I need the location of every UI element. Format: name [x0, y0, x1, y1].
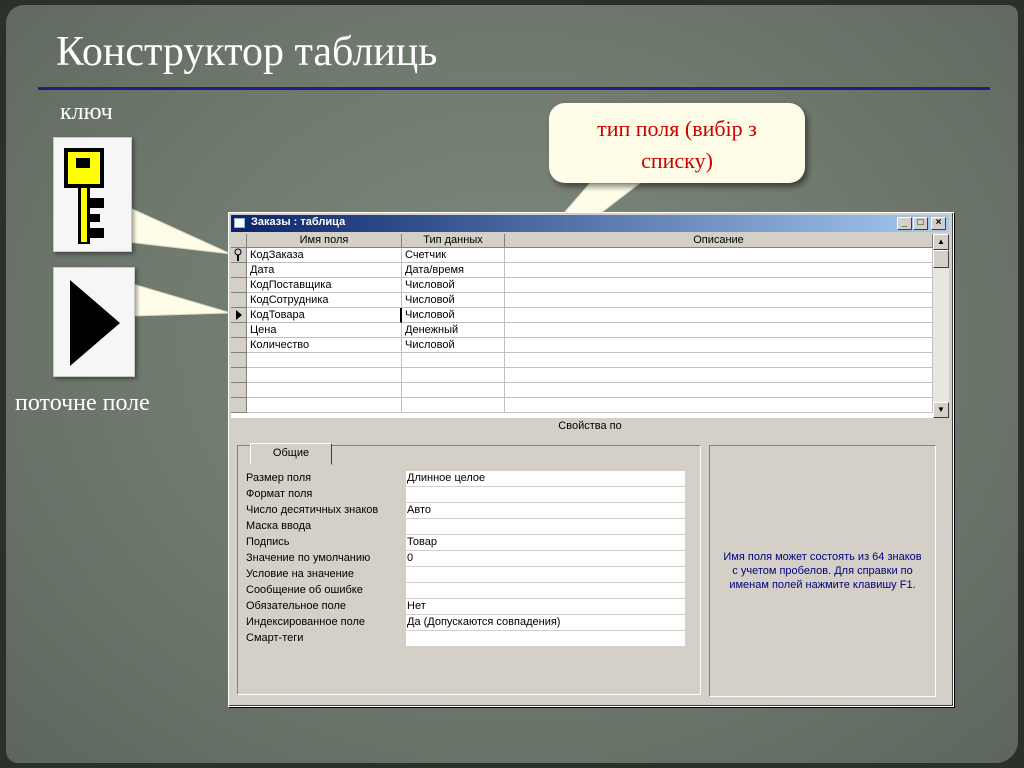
data-type-cell[interactable]: Числовой — [402, 293, 505, 308]
property-value-field[interactable]: Товар — [406, 535, 685, 550]
current-row-icon-box — [53, 267, 135, 377]
maximize-button[interactable]: □ — [913, 217, 928, 230]
field-name-cell[interactable] — [247, 368, 402, 383]
field-type-callout-line2: списку) — [641, 148, 713, 173]
description-cell[interactable] — [505, 338, 933, 353]
row-selector[interactable] — [231, 398, 247, 413]
row-selector[interactable] — [231, 323, 247, 338]
data-type-cell[interactable]: Числовой — [402, 338, 505, 353]
data-type-cell[interactable] — [402, 353, 505, 368]
property-value-field[interactable] — [406, 583, 685, 598]
property-label: Индексированное поле — [246, 616, 365, 628]
grid-corner — [231, 234, 247, 248]
data-type-cell[interactable]: Денежный — [402, 323, 505, 338]
description-cell[interactable] — [505, 293, 933, 308]
hint-line-3: именам полей нажмите клавишу F1. — [729, 579, 916, 591]
property-label: Обязательное поле — [246, 600, 347, 612]
field-name-cell[interactable] — [247, 383, 402, 398]
description-cell[interactable] — [505, 368, 933, 383]
property-label: Число десятичных знаков — [246, 504, 379, 516]
properties-panel — [237, 445, 701, 695]
row-selector[interactable] — [231, 263, 247, 278]
scroll-down-button[interactable]: ▼ — [933, 402, 949, 418]
column-header-field-name[interactable]: Имя поля — [247, 234, 402, 248]
property-label: Условие на значение — [246, 568, 355, 580]
table-icon — [234, 218, 245, 228]
field-name-cell[interactable]: Количество — [247, 338, 402, 353]
property-label: Сообщение об ошибке — [246, 584, 363, 596]
minimize-button[interactable]: _ — [897, 217, 912, 230]
data-type-cell[interactable] — [402, 398, 505, 413]
row-selector[interactable] — [231, 278, 247, 293]
property-label: Подпись — [246, 536, 290, 548]
data-type-cell[interactable] — [402, 383, 505, 398]
hint-line-2: с учетом пробелов. Для справки по — [732, 565, 913, 577]
field-type-callout-line1: тип поля (вибір з — [597, 116, 757, 141]
field-name-cell[interactable]: КодПоставщика — [247, 278, 402, 293]
tab-general[interactable]: Общие — [250, 443, 332, 465]
description-cell[interactable] — [505, 308, 933, 323]
field-name-cell[interactable] — [247, 353, 402, 368]
data-type-cell[interactable]: Дата/время — [402, 263, 505, 278]
play-arrow-icon — [54, 268, 134, 376]
description-cell[interactable] — [505, 383, 933, 398]
window-titlebar[interactable] — [231, 215, 949, 232]
table-designer-window — [228, 212, 954, 707]
property-value-field[interactable]: Длинное целое — [406, 471, 685, 486]
description-cell[interactable] — [505, 353, 933, 368]
current-row-arrow-icon — [231, 308, 245, 321]
key-label: ключ — [60, 99, 113, 125]
property-value-field[interactable] — [406, 487, 685, 502]
property-label: Маска ввода — [246, 520, 312, 532]
row-selector[interactable] — [231, 368, 247, 383]
field-name-cell[interactable]: КодТовара — [247, 308, 402, 323]
description-cell[interactable] — [505, 248, 933, 263]
data-type-cell[interactable] — [402, 368, 505, 383]
property-label: Значение по умолчанию — [246, 552, 371, 564]
property-value-field[interactable]: 0 — [406, 551, 685, 566]
window-title: Заказы : таблица — [251, 216, 346, 228]
field-name-cell[interactable] — [247, 398, 402, 413]
current-row-callout-pointer — [133, 284, 231, 316]
key-icon-box — [53, 137, 132, 252]
hint-text — [710, 550, 935, 592]
key-callout-pointer — [128, 207, 231, 254]
property-label: Формат поля — [246, 488, 313, 500]
primary-key-icon — [231, 248, 245, 261]
row-selector[interactable] — [231, 353, 247, 368]
row-selector[interactable] — [231, 293, 247, 308]
scroll-thumb[interactable] — [933, 250, 949, 268]
scroll-up-button[interactable]: ▲ — [933, 234, 949, 250]
key-icon — [54, 138, 131, 251]
field-name-cell[interactable]: Дата — [247, 263, 402, 278]
slide-title: Конструктор таблиць — [56, 29, 438, 75]
property-value-field[interactable] — [406, 567, 685, 582]
row-selector[interactable] — [231, 383, 247, 398]
description-cell[interactable] — [505, 398, 933, 413]
properties-header: Свойства по — [558, 420, 622, 432]
property-value-field[interactable] — [406, 519, 685, 534]
property-value-field[interactable]: Авто — [406, 503, 685, 518]
property-value-field[interactable]: Да (Допускаются совпадения) — [406, 615, 685, 630]
property-value-field[interactable] — [406, 631, 685, 646]
field-name-cell[interactable]: Цена — [247, 323, 402, 338]
grid-vertical-scrollbar[interactable] — [933, 234, 949, 418]
property-value-field[interactable]: Нет — [406, 599, 685, 614]
field-name-cell[interactable]: КодСотрудника — [247, 293, 402, 308]
hint-line-1: Имя поля может состоять из 64 знаков — [723, 551, 922, 563]
close-button[interactable]: × — [931, 217, 946, 230]
data-type-cell[interactable]: Числовой — [402, 308, 505, 323]
current-field-label: поточне поле — [15, 390, 150, 416]
row-selector[interactable] — [231, 338, 247, 353]
data-type-cell[interactable]: Числовой — [402, 278, 505, 293]
hint-panel — [709, 445, 936, 697]
data-type-cell[interactable]: Счетчик — [402, 248, 505, 263]
property-label: Размер поля — [246, 472, 312, 484]
property-label: Смарт-теги — [246, 632, 304, 644]
row-selector[interactable] — [231, 248, 247, 263]
field-grid — [231, 234, 933, 418]
column-header-description[interactable]: Описание — [505, 234, 933, 248]
description-cell[interactable] — [505, 278, 933, 293]
field-type-callout — [549, 103, 805, 183]
row-selector[interactable] — [231, 308, 247, 323]
field-name-cell[interactable]: КодЗаказа — [247, 248, 402, 263]
description-cell[interactable] — [505, 323, 933, 338]
description-cell[interactable] — [505, 263, 933, 278]
column-header-data-type[interactable]: Тип данных — [402, 234, 505, 248]
